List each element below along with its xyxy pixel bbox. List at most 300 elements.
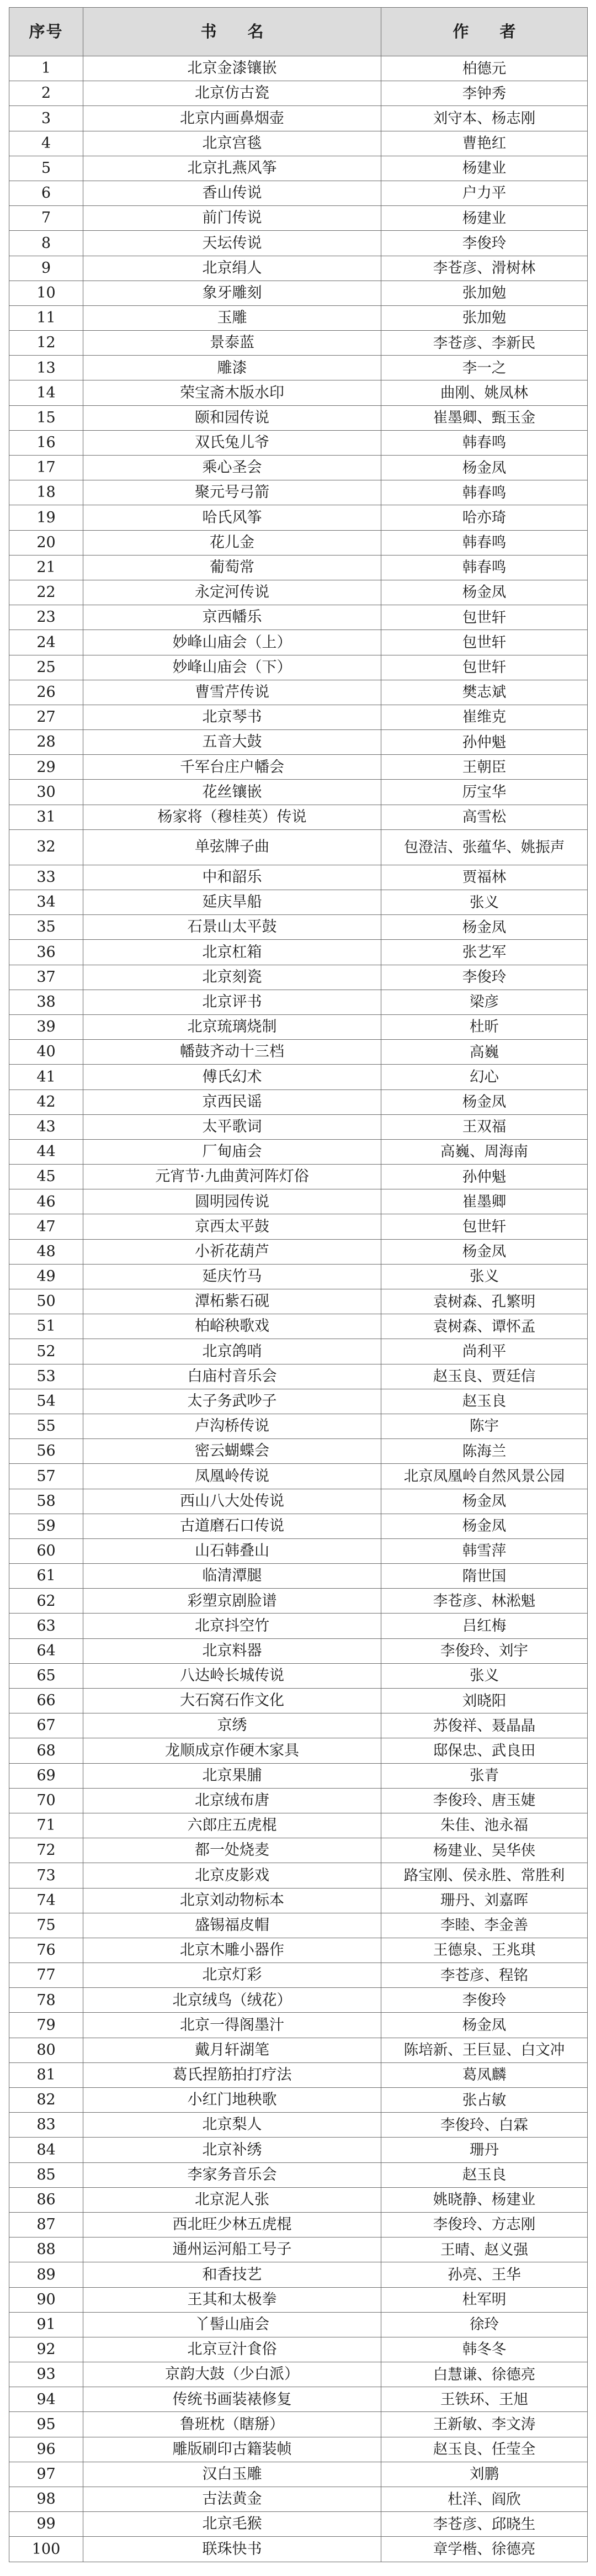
cell-book-title: 葡萄常 xyxy=(83,555,381,580)
cell-author: 曹艳红 xyxy=(381,131,588,156)
cell-serial-number: 88 xyxy=(9,2238,83,2262)
cell-author: 杨金凤 xyxy=(381,1514,588,1538)
table-row xyxy=(9,2062,588,2087)
cell-book-title: 聚元号弓箭 xyxy=(83,480,381,505)
cell-book-title: 颐和园传说 xyxy=(83,405,381,430)
cell-author: 杜洋、阎欣 xyxy=(381,2487,588,2512)
cell-author: 隋世国 xyxy=(381,1564,588,1589)
cell-serial-number: 1 xyxy=(9,56,83,81)
cell-author: 李俊玲、唐玉婕 xyxy=(381,1788,588,1813)
cell-book-title: 和香技艺 xyxy=(83,2262,381,2287)
cell-book-title: 北京豆汁食俗 xyxy=(83,2337,381,2362)
table-row xyxy=(9,2262,588,2287)
table-row xyxy=(9,1339,588,1364)
cell-author: 赵玉良、贾廷信 xyxy=(381,1364,588,1389)
cell-book-title: 北京鸽哨 xyxy=(83,1339,381,1364)
cell-serial-number: 18 xyxy=(9,480,83,505)
cell-serial-number: 81 xyxy=(9,2062,83,2087)
cell-book-title: 联珠快书 xyxy=(83,2537,381,2562)
cell-author: 李苍彦、邱晓生 xyxy=(381,2512,588,2537)
cell-book-title: 古法黄金 xyxy=(83,2487,381,2512)
cell-book-title: 小红门地秧歌 xyxy=(83,2088,381,2113)
cell-serial-number: 21 xyxy=(9,555,83,580)
table-row xyxy=(9,1514,588,1538)
cell-author: 王德泉、王兆琪 xyxy=(381,1938,588,1963)
cell-serial-number: 15 xyxy=(9,405,83,430)
cell-author: 刘守本、杨志刚 xyxy=(381,106,588,131)
cell-book-title: 北京绒布唐 xyxy=(83,1788,381,1813)
cell-author: 高雪松 xyxy=(381,805,588,829)
cell-book-title: 乘心圣会 xyxy=(83,456,381,480)
cell-serial-number: 96 xyxy=(9,2437,83,2462)
table-row xyxy=(9,181,588,205)
cell-serial-number: 29 xyxy=(9,755,83,780)
cell-author: 梁彦 xyxy=(381,990,588,1014)
cell-book-title: 石景山太平鼓 xyxy=(83,915,381,940)
cell-author: 柏德元 xyxy=(381,56,588,81)
table-row xyxy=(9,2287,588,2312)
cell-book-title: 太平歌词 xyxy=(83,1114,381,1139)
cell-serial-number: 100 xyxy=(9,2537,83,2562)
cell-book-title: 杨家将（穆桂英）传说 xyxy=(83,805,381,829)
table-row xyxy=(9,1014,588,1039)
table-row xyxy=(9,1738,588,1763)
cell-author: 李俊玲 xyxy=(381,1988,588,2013)
table-row xyxy=(9,2212,588,2237)
book-list-sheet xyxy=(9,7,587,2562)
cell-author: 陈海兰 xyxy=(381,1439,588,1464)
cell-serial-number: 35 xyxy=(9,915,83,940)
cell-serial-number: 56 xyxy=(9,1439,83,1464)
table-row xyxy=(9,555,588,580)
table-row xyxy=(9,780,588,805)
cell-author: 王双福 xyxy=(381,1114,588,1139)
cell-serial-number: 86 xyxy=(9,2187,83,2212)
cell-author: 包世轩 xyxy=(381,655,588,680)
cell-book-title: 龙顺成京作硬木家具 xyxy=(83,1738,381,1763)
cell-author: 杜军明 xyxy=(381,2287,588,2312)
cell-serial-number: 17 xyxy=(9,456,83,480)
table-row xyxy=(9,2013,588,2038)
cell-book-title: 太子务武吵子 xyxy=(83,1389,381,1414)
cell-serial-number: 77 xyxy=(9,1963,83,1988)
cell-book-title: 北京绒鸟（绒花） xyxy=(83,1988,381,2013)
cell-author: 李俊玲 xyxy=(381,965,588,990)
cell-author: 李苍彦、程铭 xyxy=(381,1963,588,1988)
cell-book-title: 京绣 xyxy=(83,1713,381,1738)
cell-serial-number: 61 xyxy=(9,1564,83,1589)
cell-author: 杨金凤 xyxy=(381,580,588,605)
table-row xyxy=(9,2138,588,2162)
cell-author: 张艺军 xyxy=(381,940,588,965)
cell-serial-number: 22 xyxy=(9,580,83,605)
table-row xyxy=(9,1589,588,1614)
cell-book-title: 葛氏捏筋拍打疗法 xyxy=(83,2062,381,2087)
cell-book-title: 双氏兔儿爷 xyxy=(83,430,381,455)
cell-book-title: 北京抖空竹 xyxy=(83,1614,381,1638)
table-row xyxy=(9,505,588,530)
table-row xyxy=(9,1040,588,1065)
header-serial-number: 序号 xyxy=(9,8,83,56)
table-row xyxy=(9,206,588,231)
cell-book-title: 傅氏幻术 xyxy=(83,1065,381,1089)
cell-book-title: 西北旺少林五虎棍 xyxy=(83,2212,381,2237)
table-row xyxy=(9,1863,588,1888)
cell-serial-number: 70 xyxy=(9,1788,83,1813)
cell-book-title: 圆明园传说 xyxy=(83,1189,381,1214)
cell-serial-number: 27 xyxy=(9,705,83,729)
table-row xyxy=(9,1938,588,1963)
cell-book-title: 八达岭长城传说 xyxy=(83,1663,381,1688)
cell-book-title: 北京绢人 xyxy=(83,256,381,281)
table-row xyxy=(9,1364,588,1389)
table-row xyxy=(9,2437,588,2462)
cell-author: 苏俊祥、聂晶晶 xyxy=(381,1713,588,1738)
table-row xyxy=(9,805,588,829)
cell-serial-number: 51 xyxy=(9,1314,83,1339)
cell-serial-number: 59 xyxy=(9,1514,83,1538)
cell-serial-number: 76 xyxy=(9,1938,83,1963)
cell-book-title: 北京杠箱 xyxy=(83,940,381,965)
table-row xyxy=(9,1763,588,1788)
cell-author: 幻心 xyxy=(381,1065,588,1089)
table-row xyxy=(9,1913,588,1938)
cell-author: 徐玲 xyxy=(381,2312,588,2337)
table-row xyxy=(9,1264,588,1289)
cell-author: 袁树森、谭怀孟 xyxy=(381,1314,588,1339)
cell-book-title: 北京扎燕风筝 xyxy=(83,156,381,181)
cell-author: 杨金凤 xyxy=(381,1489,588,1514)
cell-book-title: 彩塑京剧脸谱 xyxy=(83,1589,381,1614)
cell-serial-number: 7 xyxy=(9,206,83,231)
cell-serial-number: 38 xyxy=(9,990,83,1014)
cell-book-title: 鲁班枕（瞎掰） xyxy=(83,2412,381,2437)
cell-author: 韩雪萍 xyxy=(381,1538,588,1563)
cell-book-title: 凤凰岭传说 xyxy=(83,1464,381,1489)
table-row xyxy=(9,1564,588,1589)
cell-serial-number: 41 xyxy=(9,1065,83,1089)
cell-serial-number: 3 xyxy=(9,106,83,131)
table-row xyxy=(9,356,588,380)
cell-book-title: 潭柘紫石砚 xyxy=(83,1289,381,1314)
cell-serial-number: 97 xyxy=(9,2462,83,2487)
cell-book-title: 曹雪芹传说 xyxy=(83,680,381,705)
cell-author: 户力平 xyxy=(381,181,588,205)
cell-author: 邸保忠、武良田 xyxy=(381,1738,588,1763)
cell-book-title: 京韵大鼓（少白派） xyxy=(83,2362,381,2387)
cell-book-title: 北京果脯 xyxy=(83,1763,381,1788)
table-row xyxy=(9,1988,588,2013)
table-row xyxy=(9,2487,588,2512)
table-row xyxy=(9,81,588,106)
table-row xyxy=(9,1414,588,1438)
book-list-table xyxy=(9,7,588,2562)
cell-author: 杨金凤 xyxy=(381,1239,588,1264)
cell-book-title: 通州运河船工号子 xyxy=(83,2238,381,2262)
cell-serial-number: 37 xyxy=(9,965,83,990)
cell-serial-number: 50 xyxy=(9,1289,83,1314)
table-row xyxy=(9,865,588,890)
header-row xyxy=(9,8,588,56)
table-row xyxy=(9,456,588,480)
cell-book-title: 北京琴书 xyxy=(83,705,381,729)
cell-book-title: 北京木雕小器作 xyxy=(83,1938,381,1963)
table-row xyxy=(9,1089,588,1114)
table-row xyxy=(9,2537,588,2562)
cell-book-title: 白庙村音乐会 xyxy=(83,1364,381,1389)
table-row xyxy=(9,1065,588,1089)
cell-serial-number: 69 xyxy=(9,1763,83,1788)
cell-serial-number: 32 xyxy=(9,829,83,865)
table-row xyxy=(9,1239,588,1264)
cell-serial-number: 68 xyxy=(9,1738,83,1763)
table-row xyxy=(9,281,588,305)
cell-book-title: 中和韶乐 xyxy=(83,865,381,890)
cell-book-title: 北京内画鼻烟壶 xyxy=(83,106,381,131)
cell-serial-number: 19 xyxy=(9,505,83,530)
cell-book-title: 西山八大处传说 xyxy=(83,1489,381,1514)
cell-book-title: 北京补绣 xyxy=(83,2138,381,2162)
cell-book-title: 北京刻瓷 xyxy=(83,965,381,990)
cell-author: 张义 xyxy=(381,1663,588,1688)
cell-serial-number: 8 xyxy=(9,231,83,256)
cell-book-title: 北京泥人张 xyxy=(83,2187,381,2212)
table-row xyxy=(9,2238,588,2262)
cell-author: 张占敏 xyxy=(381,2088,588,2113)
cell-serial-number: 66 xyxy=(9,1689,83,1713)
table-row xyxy=(9,1713,588,1738)
cell-author: 袁树森、孔繁明 xyxy=(381,1289,588,1314)
table-row xyxy=(9,965,588,990)
cell-serial-number: 62 xyxy=(9,1589,83,1614)
table-body xyxy=(9,56,588,2562)
cell-serial-number: 6 xyxy=(9,181,83,205)
cell-serial-number: 98 xyxy=(9,2487,83,2512)
cell-serial-number: 5 xyxy=(9,156,83,181)
cell-serial-number: 2 xyxy=(9,81,83,106)
table-row xyxy=(9,1214,588,1239)
table-row xyxy=(9,1663,588,1688)
cell-author: 杜昕 xyxy=(381,1014,588,1039)
table-row xyxy=(9,2362,588,2387)
cell-book-title: 千军台庄户幡会 xyxy=(83,755,381,780)
cell-serial-number: 33 xyxy=(9,865,83,890)
cell-serial-number: 82 xyxy=(9,2088,83,2113)
cell-serial-number: 12 xyxy=(9,331,83,356)
cell-author: 杨建业、吴华侠 xyxy=(381,1838,588,1863)
cell-book-title: 京西幡乐 xyxy=(83,605,381,630)
cell-author: 陈培新、王巨显、白文冲 xyxy=(381,2038,588,2062)
cell-book-title: 山石韩叠山 xyxy=(83,1538,381,1563)
cell-author: 厉宝华 xyxy=(381,780,588,805)
cell-serial-number: 34 xyxy=(9,890,83,915)
cell-author: 王晴、赵义强 xyxy=(381,2238,588,2262)
table-row xyxy=(9,1165,588,1189)
table-row xyxy=(9,305,588,330)
header-author: 作者 xyxy=(381,8,588,56)
cell-book-title: 幡鼓齐动十三档 xyxy=(83,1040,381,1065)
cell-book-title: 单弦牌子曲 xyxy=(83,829,381,865)
table-row xyxy=(9,1489,588,1514)
cell-serial-number: 60 xyxy=(9,1538,83,1563)
table-row xyxy=(9,730,588,755)
table-row xyxy=(9,990,588,1014)
cell-serial-number: 57 xyxy=(9,1464,83,1489)
cell-serial-number: 64 xyxy=(9,1638,83,1663)
cell-author: 贾福林 xyxy=(381,865,588,890)
table-row xyxy=(9,1314,588,1339)
table-row xyxy=(9,2337,588,2362)
table-row xyxy=(9,256,588,281)
cell-author: 王铁环、王旭 xyxy=(381,2387,588,2412)
table-row xyxy=(9,1389,588,1414)
cell-book-title: 盛锡福皮帽 xyxy=(83,1913,381,1938)
cell-book-title: 景泰蓝 xyxy=(83,331,381,356)
cell-author: 孙仲魁 xyxy=(381,1165,588,1189)
table-row xyxy=(9,1788,588,1813)
table-row xyxy=(9,1538,588,1563)
cell-author: 崔维克 xyxy=(381,705,588,729)
table-row xyxy=(9,829,588,865)
header-book-title: 书名 xyxy=(83,8,381,56)
cell-book-title: 北京金漆镶嵌 xyxy=(83,56,381,81)
cell-book-title: 北京皮影戏 xyxy=(83,1863,381,1888)
cell-serial-number: 52 xyxy=(9,1339,83,1364)
table-row xyxy=(9,1838,588,1863)
cell-book-title: 京西太平鼓 xyxy=(83,1214,381,1239)
cell-author: 韩春鸣 xyxy=(381,530,588,555)
table-row xyxy=(9,755,588,780)
cell-serial-number: 39 xyxy=(9,1014,83,1039)
table-row xyxy=(9,405,588,430)
cell-author: 李苍彦、李新民 xyxy=(381,331,588,356)
cell-serial-number: 71 xyxy=(9,1813,83,1838)
cell-serial-number: 89 xyxy=(9,2262,83,2287)
cell-serial-number: 13 xyxy=(9,356,83,380)
table-row xyxy=(9,131,588,156)
cell-book-title: 雕漆 xyxy=(83,356,381,380)
cell-serial-number: 91 xyxy=(9,2312,83,2337)
table-row xyxy=(9,915,588,940)
cell-author: 姚晓静、杨建业 xyxy=(381,2187,588,2212)
cell-book-title: 象牙雕刻 xyxy=(83,281,381,305)
table-row xyxy=(9,2113,588,2138)
cell-book-title: 京西民谣 xyxy=(83,1089,381,1114)
table-row xyxy=(9,430,588,455)
cell-author: 高巍 xyxy=(381,1040,588,1065)
cell-serial-number: 43 xyxy=(9,1114,83,1139)
cell-author: 李钟秀 xyxy=(381,81,588,106)
cell-book-title: 厂甸庙会 xyxy=(83,1139,381,1164)
table-row xyxy=(9,380,588,405)
cell-author: 包世轩 xyxy=(381,605,588,630)
cell-book-title: 妙峰山庙会（下） xyxy=(83,655,381,680)
cell-author: 李苍彦、林淞魁 xyxy=(381,1589,588,1614)
cell-book-title: 北京料器 xyxy=(83,1638,381,1663)
cell-book-title: 花丝镶嵌 xyxy=(83,780,381,805)
cell-serial-number: 75 xyxy=(9,1913,83,1938)
cell-author: 北京凤凰岭自然风景公园 xyxy=(381,1464,588,1489)
cell-serial-number: 28 xyxy=(9,730,83,755)
cell-book-title: 北京评书 xyxy=(83,990,381,1014)
cell-serial-number: 90 xyxy=(9,2287,83,2312)
table-row xyxy=(9,56,588,81)
cell-author: 李睦、李金善 xyxy=(381,1913,588,1938)
table-row xyxy=(9,1289,588,1314)
cell-author: 珊丹、刘嘉晖 xyxy=(381,1888,588,1913)
cell-author: 韩春鸣 xyxy=(381,430,588,455)
cell-author: 珊丹 xyxy=(381,2138,588,2162)
cell-book-title: 香山传说 xyxy=(83,181,381,205)
cell-author: 李俊玲、刘宇 xyxy=(381,1638,588,1663)
table-row xyxy=(9,2462,588,2487)
cell-author: 杨金凤 xyxy=(381,915,588,940)
cell-book-title: 北京一得阁墨汁 xyxy=(83,2013,381,2038)
cell-author: 王新敏、李文涛 xyxy=(381,2412,588,2437)
cell-serial-number: 92 xyxy=(9,2337,83,2362)
cell-author: 陈宇 xyxy=(381,1414,588,1438)
cell-serial-number: 24 xyxy=(9,630,83,655)
table-row xyxy=(9,2412,588,2437)
cell-author: 哈亦琦 xyxy=(381,505,588,530)
cell-author: 白慧谦、徐德亮 xyxy=(381,2362,588,2387)
table-row xyxy=(9,630,588,655)
cell-author: 杨建业 xyxy=(381,206,588,231)
cell-author: 孙仲魁 xyxy=(381,730,588,755)
table-row xyxy=(9,231,588,256)
cell-serial-number: 26 xyxy=(9,680,83,705)
cell-serial-number: 14 xyxy=(9,380,83,405)
table-row xyxy=(9,480,588,505)
cell-author: 樊志斌 xyxy=(381,680,588,705)
cell-serial-number: 9 xyxy=(9,256,83,281)
table-row xyxy=(9,1614,588,1638)
cell-book-title: 天坛传说 xyxy=(83,231,381,256)
cell-author: 李俊玲 xyxy=(381,231,588,256)
table-row xyxy=(9,530,588,555)
cell-book-title: 六郎庄五虎棍 xyxy=(83,1813,381,1838)
cell-book-title: 玉雕 xyxy=(83,305,381,330)
cell-serial-number: 99 xyxy=(9,2512,83,2537)
cell-serial-number: 31 xyxy=(9,805,83,829)
cell-book-title: 卢沟桥传说 xyxy=(83,1414,381,1438)
cell-serial-number: 23 xyxy=(9,605,83,630)
cell-book-title: 哈氏风筝 xyxy=(83,505,381,530)
cell-book-title: 延庆竹马 xyxy=(83,1264,381,1289)
cell-book-title: 妙峰山庙会（上） xyxy=(83,630,381,655)
cell-author: 包澄洁、张蕴华、姚振声 xyxy=(381,829,588,865)
cell-author: 杨建业 xyxy=(381,156,588,181)
cell-serial-number: 45 xyxy=(9,1165,83,1189)
cell-book-title: 丫髻山庙会 xyxy=(83,2312,381,2337)
cell-serial-number: 48 xyxy=(9,1239,83,1264)
cell-book-title: 北京灯彩 xyxy=(83,1963,381,1988)
cell-serial-number: 30 xyxy=(9,780,83,805)
cell-author: 高巍、周海南 xyxy=(381,1139,588,1164)
cell-author: 赵玉良 xyxy=(381,1389,588,1414)
table-row xyxy=(9,156,588,181)
cell-serial-number: 49 xyxy=(9,1264,83,1289)
table-row xyxy=(9,2387,588,2412)
cell-author: 王朝臣 xyxy=(381,755,588,780)
cell-author: 张义 xyxy=(381,890,588,915)
table-row xyxy=(9,1439,588,1464)
cell-author: 杨金凤 xyxy=(381,456,588,480)
table-row xyxy=(9,2312,588,2337)
cell-book-title: 小祈花葫芦 xyxy=(83,1239,381,1264)
cell-serial-number: 58 xyxy=(9,1489,83,1514)
cell-book-title: 传统书画装裱修复 xyxy=(83,2387,381,2412)
